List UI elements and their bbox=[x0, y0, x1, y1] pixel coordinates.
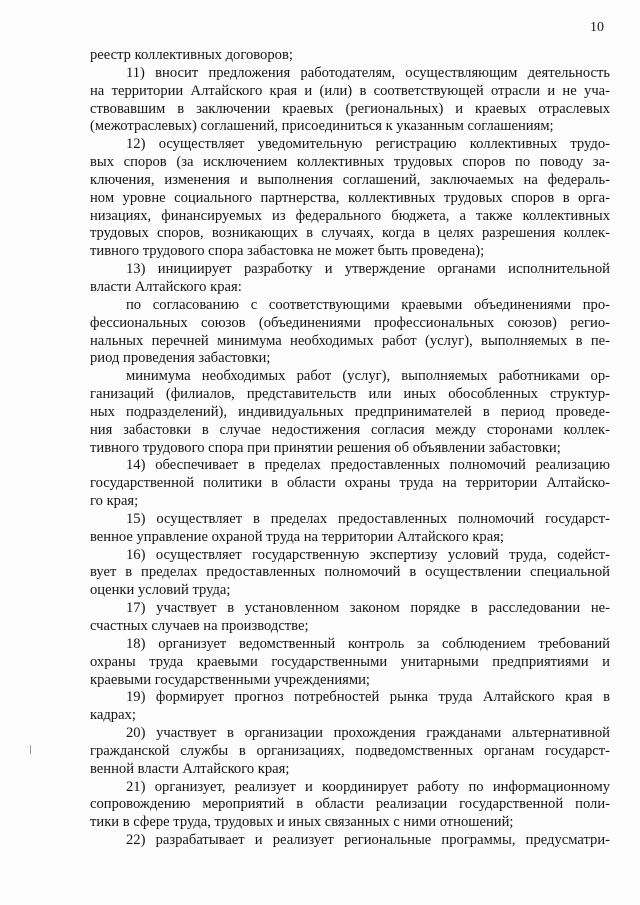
page-number: 10 bbox=[590, 20, 604, 35]
text-line: тивного трудового спора при принятии решения об объявлении забастовки; bbox=[90, 439, 561, 456]
text-line: нальных перечней минимума необходимых работ (услуг), выполняемых в пе- bbox=[90, 332, 610, 349]
text-line: ном уровне социального партнерства, коллективных трудовых споров в орга- bbox=[90, 189, 610, 206]
text-line: 11) вносит предложения работодателям, осуществляющим деятельность bbox=[126, 64, 610, 81]
text-line: тики в сфере труда, трудовых и иных связанных с ними отношений; bbox=[90, 814, 514, 831]
text-line: 19) формирует прогноз потребностей рынка труда Алтайского края в bbox=[126, 689, 610, 706]
text-line: кадрах; bbox=[90, 707, 136, 724]
text-line: 22) разрабатывает и реализует региональные программы, предусматри- bbox=[126, 832, 610, 849]
text-line: го края; bbox=[90, 493, 139, 510]
text-line: 17) участвует в установленном законом порядке в расследовании не- bbox=[126, 600, 610, 617]
text-line: на территории Алтайского края и (или) в соответствующей отрасли и не уча- bbox=[90, 82, 610, 99]
text-line: гражданской службы в организациях, подведомственных органам государст- bbox=[90, 742, 610, 759]
text-line: 18) организует ведомственный контроль за соблюдением требований bbox=[126, 635, 610, 652]
text-line: вых споров (за исключением коллективных трудовых споров по поводу за- bbox=[90, 154, 610, 171]
text-line: ния забастовки в случае недостижения согласия между сторонами коллек- bbox=[90, 421, 610, 438]
text-line: минимума необходимых работ (услуг), выполняемых работниками ор- bbox=[126, 368, 610, 385]
text-line: ных подразделений), индивидуальных предпринимателей в период проведе- bbox=[90, 403, 610, 420]
text-line: краевыми государственными учреждениями; bbox=[90, 671, 370, 688]
text-line: государственной политики в области охраны труда на территории Алтайско- bbox=[90, 475, 610, 492]
text-line: ключения, изменения и выполнения соглашений, заключаемых на федераль- bbox=[90, 171, 610, 188]
text-line: реестр коллективных договоров; bbox=[90, 47, 293, 63]
text-line: вует в пределах предоставленных полномочий в осуществлении специальной bbox=[90, 564, 610, 581]
text-line: 13) инициирует разработку и утверждение органами исполнительной bbox=[126, 261, 610, 278]
text-line: по согласованию с соответствующими краевыми объединениями про- bbox=[126, 296, 610, 313]
text-line: трудовых споров, возникающих в случаях, когда в целях разрешения коллек- bbox=[90, 225, 610, 242]
text-line: (межотраслевых) соглашений, присоединиться к указанным соглашениям; bbox=[90, 118, 554, 135]
body-text bbox=[90, 47, 610, 850]
text-line: риод проведения забастовки; bbox=[90, 350, 271, 367]
text-line: 16) осуществляет государственную экспертизу условий труда, содейст- bbox=[126, 546, 610, 563]
text-line: венное управление охраной труда на территории Алтайского края; bbox=[90, 528, 504, 545]
text-line: 15) осуществляет в пределах предоставленных полномочий государст- bbox=[126, 510, 610, 527]
text-line: охраны труда краевыми государственными унитарными предприятиями и bbox=[90, 653, 610, 670]
text-line: 14) обеспечивает в пределах предоставленных полномочий реализацию bbox=[126, 457, 610, 474]
text-line: 20) участвует в организации прохождения гражданами альтернативной bbox=[126, 725, 610, 742]
text-line: счастных случаев на производстве; bbox=[90, 618, 309, 634]
text-line: фессиональных союзов (объединениями профессиональных союзов) регио- bbox=[90, 314, 610, 331]
text-line: венной власти Алтайского края; bbox=[90, 760, 290, 777]
text-line: ганизаций (филиалов, представительств или иных обособленных структур- bbox=[90, 386, 610, 403]
text-line: 21) организует, реализует и координирует работу по информационному bbox=[126, 778, 610, 795]
text-line: 12) осуществляет уведомительную регистрацию коллективных трудо- bbox=[126, 136, 610, 153]
text-line: оценки условий труда; bbox=[90, 582, 231, 599]
text-line: сопровождению мероприятий в области реализации государственной поли- bbox=[90, 796, 610, 813]
text-line: власти Алтайского края: bbox=[90, 278, 242, 295]
text-line: тивного трудового спора забастовка не может быть проведена); bbox=[90, 243, 485, 260]
text-line: ствовавшим в заключении краевых (региональных) и краевых отраслевых bbox=[90, 100, 610, 117]
text-line: низациях, финансируемых из федерального бюджета, а также коллективных bbox=[90, 207, 610, 224]
scan-artifact bbox=[30, 745, 31, 754]
